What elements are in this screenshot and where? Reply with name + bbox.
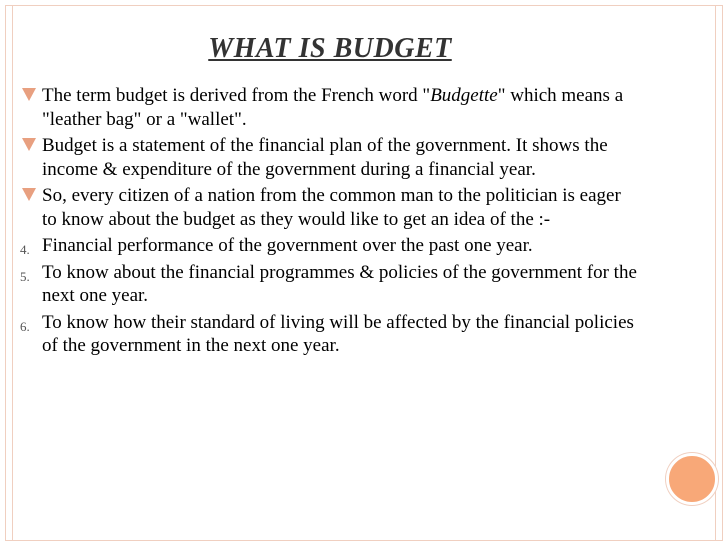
triangle-bullet-icon <box>20 184 40 208</box>
list-item <box>20 261 640 308</box>
item-text: Budget is a statement of the financial plan of the government. It shows the income & expenditure of the government during a financial year. <box>42 135 608 180</box>
slide-title <box>0 33 728 65</box>
item-number: 4. <box>20 242 30 257</box>
item-number: 6. <box>20 318 30 334</box>
triangle-bullet-icon <box>20 134 40 158</box>
list-item <box>20 184 640 231</box>
item-number: 5. <box>20 268 30 284</box>
item-text: To know how their standard of living will be affected by the financial policies of the government in the next one year. <box>42 311 634 356</box>
item-text-emphasis: Budgette <box>430 85 498 106</box>
slide-title-text: WHAT IS BUDGET <box>208 33 452 64</box>
list-item <box>20 234 640 258</box>
right-border-line <box>715 5 716 541</box>
list-item <box>20 134 640 181</box>
list-item <box>20 311 640 358</box>
slide-content <box>20 84 640 361</box>
item-text-before: The term budget is derived from the French word " <box>42 85 431 106</box>
list-item <box>20 84 640 131</box>
item-text: To know about the financial programmes & policies of the government for the next one year. <box>42 261 637 306</box>
decorative-circle-icon <box>666 453 718 505</box>
item-text: So, every citizen of a nation from the common man to the politician is eager to know about the budget as they would like to get an idea of the :- <box>42 185 621 230</box>
left-border-line <box>12 5 13 541</box>
triangle-bullet-icon <box>20 84 40 108</box>
item-text-after: " which means a "leather bag" or a "wallet". <box>42 85 624 130</box>
item-text: Financial performance of the government over the past one year. <box>42 235 533 256</box>
